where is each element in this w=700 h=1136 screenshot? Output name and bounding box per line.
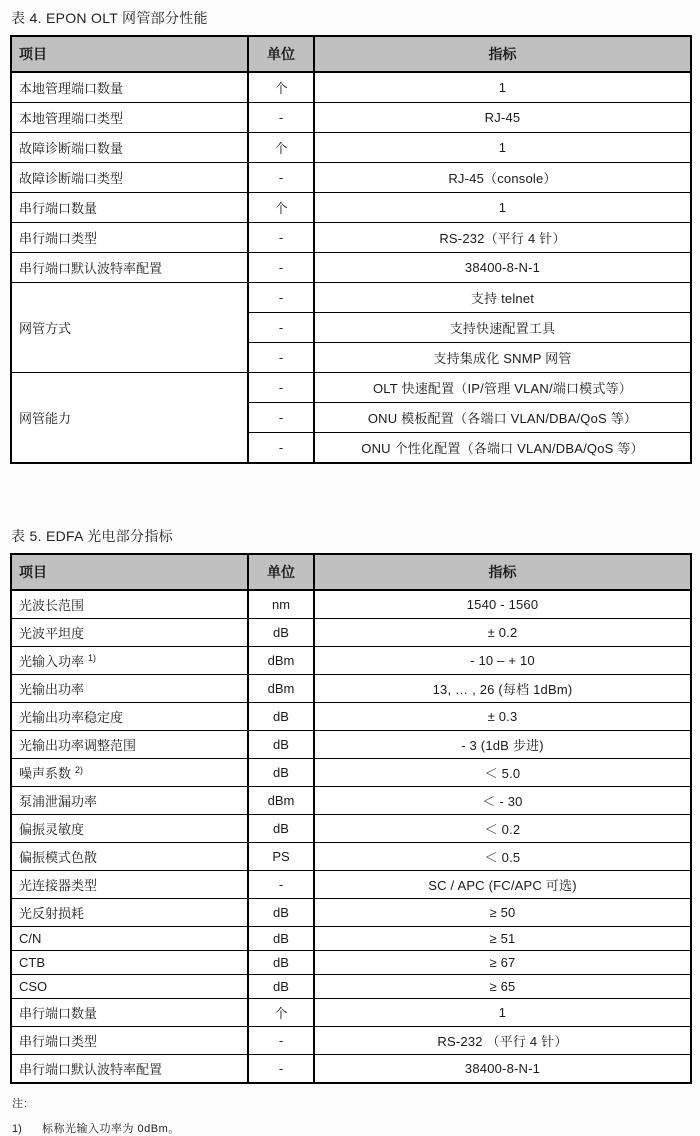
value-cell: ONU 个性化配置（各端口 VLAN/DBA/QoS 等） bbox=[314, 433, 691, 464]
unit-cell: 个 bbox=[248, 193, 314, 223]
table5-body bbox=[11, 590, 691, 1083]
value-cell: 38400-8-N-1 bbox=[314, 1055, 691, 1084]
table-row bbox=[11, 703, 691, 731]
table4-title: 表 4. EPON OLT 网管部分性能 bbox=[11, 10, 208, 26]
value-cell: 38400-8-N-1 bbox=[314, 253, 691, 283]
table-row bbox=[11, 871, 691, 899]
table-row bbox=[11, 647, 691, 675]
table5-header-item: 项目 bbox=[11, 554, 248, 590]
table4-header-item: 项目 bbox=[11, 36, 248, 72]
item-cell: 光波平坦度 bbox=[11, 619, 248, 647]
item-cell: 光连接器类型 bbox=[11, 871, 248, 899]
unit-cell: dB bbox=[248, 815, 314, 843]
table5-edfa-specs bbox=[10, 553, 692, 1084]
item-cell: 故障诊断端口类型 bbox=[11, 163, 248, 193]
table-row bbox=[11, 1055, 691, 1084]
value-cell: ± 0.3 bbox=[314, 703, 691, 731]
table5-title: 表 5. EDFA 光电部分指标 bbox=[11, 528, 173, 544]
value-cell: OLT 快速配置（IP/管理 VLAN/端口模式等） bbox=[314, 373, 691, 403]
item-cell: 泵浦泄漏功率 bbox=[11, 787, 248, 815]
value-cell: ＜ 5.0 bbox=[314, 759, 691, 787]
item-cell: 网管方式 bbox=[11, 283, 248, 373]
table-row bbox=[11, 619, 691, 647]
item-cell: 光输出功率稳定度 bbox=[11, 703, 248, 731]
unit-cell: 个 bbox=[248, 999, 314, 1027]
table4-epon-olt-nms bbox=[10, 35, 692, 464]
unit-cell: - bbox=[248, 313, 314, 343]
value-cell: SC / APC (FC/APC 可选) bbox=[314, 871, 691, 899]
value-cell: 1 bbox=[314, 72, 691, 103]
unit-cell: PS bbox=[248, 843, 314, 871]
item-cell: 光反射损耗 bbox=[11, 899, 248, 927]
value-cell: 1 bbox=[314, 999, 691, 1027]
item-cell: 本地管理端口类型 bbox=[11, 103, 248, 133]
unit-cell: - bbox=[248, 223, 314, 253]
item-cell: 光输入功率 $^{1)}$ bbox=[11, 647, 248, 675]
item-cell: CTB bbox=[11, 951, 248, 975]
table-row bbox=[11, 899, 691, 927]
unit-cell: dB bbox=[248, 975, 314, 999]
value-cell: 1 bbox=[314, 193, 691, 223]
value-cell: ± 0.2 bbox=[314, 619, 691, 647]
unit-cell: dB bbox=[248, 731, 314, 759]
value-cell: RJ-45（console） bbox=[314, 163, 691, 193]
value-cell: ≥ 67 bbox=[314, 951, 691, 975]
footnotes-list bbox=[12, 1120, 690, 1136]
unit-cell: - bbox=[248, 1027, 314, 1055]
item-cell: 串行端口数量 bbox=[11, 999, 248, 1027]
item-cell: 串行端口类型 bbox=[11, 1027, 248, 1055]
table-row bbox=[11, 253, 691, 283]
unit-cell: - bbox=[248, 373, 314, 403]
unit-cell: - bbox=[248, 1055, 314, 1084]
value-cell: RS-232（平行 4 针） bbox=[314, 223, 691, 253]
value-cell: ＜ 0.5 bbox=[314, 843, 691, 871]
value-cell: RS-232 （平行 4 针） bbox=[314, 1027, 691, 1055]
table-row bbox=[11, 927, 691, 951]
item-cell: 噪声系数 $^{2)}$ bbox=[11, 759, 248, 787]
value-cell: - 10 – + 10 bbox=[314, 647, 691, 675]
table-row bbox=[11, 193, 691, 223]
table-row bbox=[11, 223, 691, 253]
item-cell: CSO bbox=[11, 975, 248, 999]
item-cell: 光输出功率 bbox=[11, 675, 248, 703]
item-cell: 串行端口数量 bbox=[11, 193, 248, 223]
value-cell: - 3 (1dB 步进) bbox=[314, 731, 691, 759]
unit-cell: - bbox=[248, 283, 314, 313]
footnote-text: 标称光输入功率为 0dBm。 bbox=[42, 1123, 180, 1135]
table-row bbox=[11, 103, 691, 133]
value-cell: ONU 模板配置（各端口 VLAN/DBA/QoS 等） bbox=[314, 403, 691, 433]
table4-header-row bbox=[11, 36, 691, 72]
unit-cell: 个 bbox=[248, 72, 314, 103]
value-cell: RJ-45 bbox=[314, 103, 691, 133]
table-row bbox=[11, 787, 691, 815]
unit-cell: - bbox=[248, 403, 314, 433]
table-row bbox=[11, 283, 691, 313]
value-cell: ≥ 50 bbox=[314, 899, 691, 927]
value-cell: ＜ 0.2 bbox=[314, 815, 691, 843]
table-row bbox=[11, 999, 691, 1027]
unit-cell: 个 bbox=[248, 133, 314, 163]
unit-cell: dB bbox=[248, 927, 314, 951]
value-cell: 支持 telnet bbox=[314, 283, 691, 313]
unit-cell: dB bbox=[248, 899, 314, 927]
table-row bbox=[11, 843, 691, 871]
table-row bbox=[11, 1027, 691, 1055]
item-cell: 网管能力 bbox=[11, 373, 248, 464]
footnote-ref: 2) bbox=[75, 764, 84, 775]
table-row bbox=[11, 815, 691, 843]
item-cell: C/N bbox=[11, 927, 248, 951]
unit-cell: dB bbox=[248, 951, 314, 975]
item-cell: 偏振模式色散 bbox=[11, 843, 248, 871]
table4-header-value: 指标 bbox=[314, 36, 691, 72]
item-cell: 光波长范围 bbox=[11, 590, 248, 619]
table4-body bbox=[11, 72, 691, 463]
table-row bbox=[11, 163, 691, 193]
unit-cell: - bbox=[248, 103, 314, 133]
unit-cell: - bbox=[248, 433, 314, 464]
value-cell: ≥ 65 bbox=[314, 975, 691, 999]
table-row bbox=[11, 759, 691, 787]
table-row bbox=[11, 72, 691, 103]
table-row bbox=[11, 975, 691, 999]
unit-cell: - bbox=[248, 163, 314, 193]
table-row bbox=[11, 951, 691, 975]
table-row bbox=[11, 133, 691, 163]
unit-cell: nm bbox=[248, 590, 314, 619]
footnote-marker: 1) bbox=[12, 1123, 22, 1135]
item-cell: 本地管理端口数量 bbox=[11, 72, 248, 103]
item-cell: 故障诊断端口数量 bbox=[11, 133, 248, 163]
unit-cell: dB bbox=[248, 619, 314, 647]
unit-cell: - bbox=[248, 343, 314, 373]
footnotes-label: 注: bbox=[12, 1098, 29, 1110]
item-cell: 串行端口默认波特率配置 bbox=[11, 253, 248, 283]
unit-cell: - bbox=[248, 253, 314, 283]
unit-cell: dB bbox=[248, 703, 314, 731]
unit-cell: - bbox=[248, 871, 314, 899]
value-cell: 支持快速配置工具 bbox=[314, 313, 691, 343]
value-cell: 1 bbox=[314, 133, 691, 163]
table5-header-unit: 单位 bbox=[248, 554, 314, 590]
unit-cell: dBm bbox=[248, 647, 314, 675]
table4-header-unit: 单位 bbox=[248, 36, 314, 72]
table5-header-row bbox=[11, 554, 691, 590]
table-row bbox=[11, 373, 691, 403]
table-row bbox=[11, 675, 691, 703]
unit-cell: dBm bbox=[248, 675, 314, 703]
footnotes bbox=[12, 1095, 690, 1136]
item-cell: 光输出功率调整范围 bbox=[11, 731, 248, 759]
item-cell: 偏振灵敏度 bbox=[11, 815, 248, 843]
table-row bbox=[11, 731, 691, 759]
footnote-ref: 1) bbox=[88, 652, 97, 663]
spacer bbox=[10, 464, 690, 526]
item-cell: 串行端口默认波特率配置 bbox=[11, 1055, 248, 1084]
table5-header-value: 指标 bbox=[314, 554, 691, 590]
value-cell: ＜ - 30 bbox=[314, 787, 691, 815]
unit-cell: dB bbox=[248, 759, 314, 787]
item-cell: 串行端口类型 bbox=[11, 223, 248, 253]
value-cell: 1540 - 1560 bbox=[314, 590, 691, 619]
value-cell: 13, … , 26 (每档 1dBm) bbox=[314, 675, 691, 703]
unit-cell: dBm bbox=[248, 787, 314, 815]
value-cell: 支持集成化 SNMP 网管 bbox=[314, 343, 691, 373]
footnote-line bbox=[12, 1120, 690, 1136]
table-row bbox=[11, 590, 691, 619]
value-cell: ≥ 51 bbox=[314, 927, 691, 951]
